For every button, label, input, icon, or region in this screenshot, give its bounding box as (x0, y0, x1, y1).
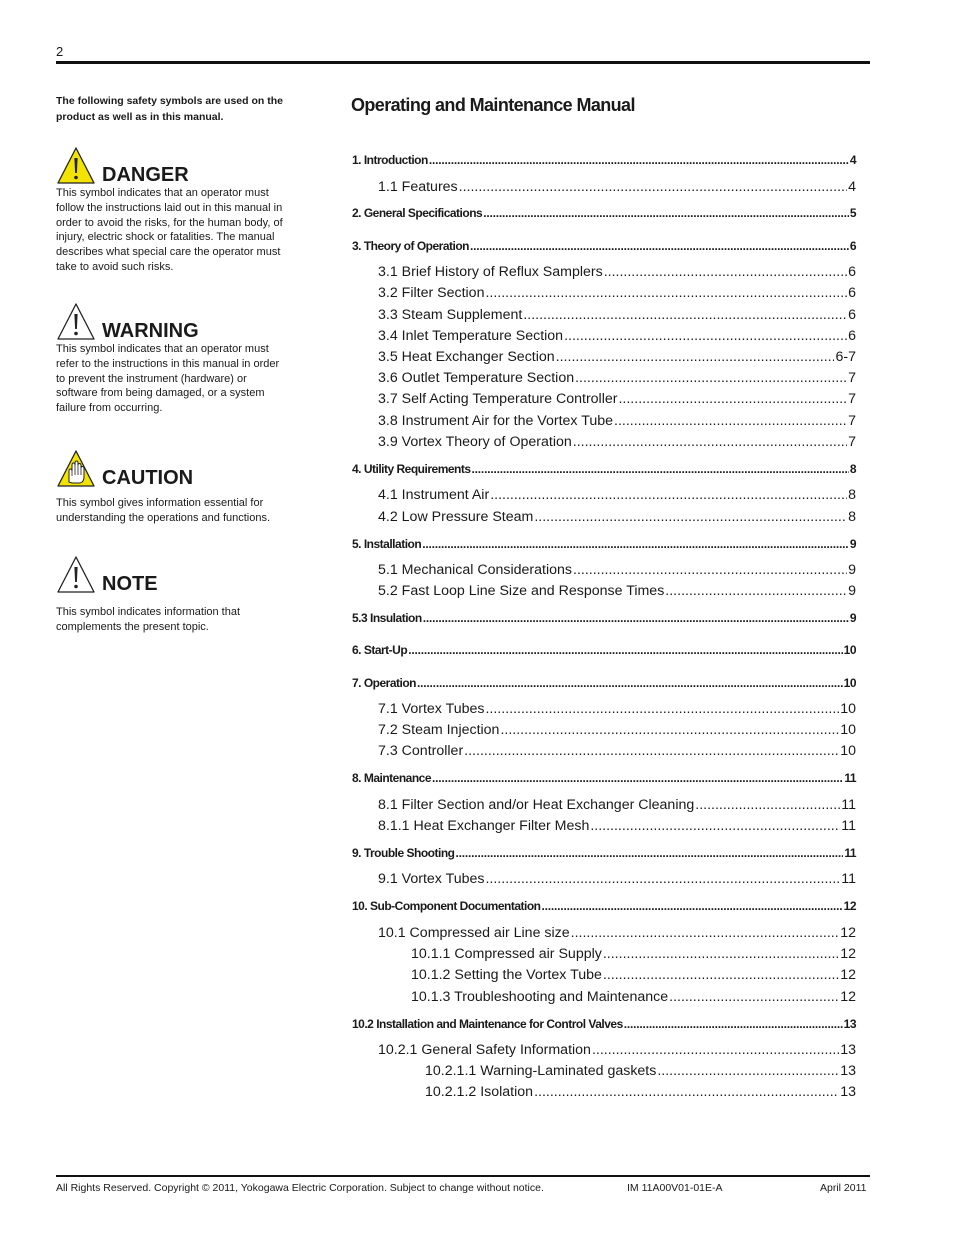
toc-page-number: 8 (849, 462, 856, 476)
safety-symbol-warning (56, 302, 286, 416)
safety-intro: The following safety symbols are used on the product as well as in this manual. (56, 95, 283, 123)
toc-section-entry[interactable] (352, 643, 856, 657)
toc-page-number: 10 (840, 701, 856, 717)
toc-entry-label: 1. Introduction (352, 153, 428, 167)
toc-subsection-entry[interactable] (411, 967, 856, 983)
top-rule (56, 61, 870, 64)
toc-page-number: 11 (841, 871, 856, 887)
toc-entry-label: 3.4 Inlet Temperature Section (378, 328, 564, 344)
toc-dot-leader (485, 285, 847, 301)
toc-section-entry[interactable] (352, 846, 856, 860)
toc-page-number: 11 (844, 846, 856, 860)
toc-entry-label: 4. Utility Requirements (352, 462, 471, 476)
toc-section-entry[interactable] (352, 153, 856, 167)
toc-dot-leader (575, 370, 847, 386)
toc-entry-label: 3.3 Steam Supplement (378, 307, 523, 323)
toc-dot-leader (573, 434, 847, 450)
toc-subsection-entry[interactable] (378, 285, 856, 301)
toc-entry-label: 10.1.3 Troubleshooting and Maintenance (411, 989, 669, 1005)
toc-dot-leader (573, 562, 847, 578)
safety-symbol-description: This symbol gives information essential for understanding the operations and functions. (56, 497, 271, 524)
page-number: 2 (56, 44, 64, 59)
toc-section-entry[interactable] (352, 1017, 856, 1031)
toc-page-number: 8 (848, 487, 856, 503)
toc-subsection-entry[interactable] (378, 413, 856, 429)
toc-entry-label: 3. Theory of Operation (352, 239, 470, 253)
toc-section-entry[interactable] (352, 899, 856, 913)
toc-dot-leader (470, 239, 849, 253)
toc-dot-leader (657, 1063, 839, 1079)
toc-page-number: 4 (848, 179, 856, 195)
toc-page-number: 6 (848, 307, 856, 323)
toc-subsection-entry[interactable] (378, 487, 856, 503)
toc-dot-leader (695, 797, 840, 813)
safety-symbol-header (56, 449, 286, 489)
toc-dot-leader (456, 846, 844, 860)
toc-entry-label: 6. Start-Up (352, 643, 408, 657)
toc-subsection-entry[interactable] (378, 179, 856, 195)
toc-page-number: 12 (840, 925, 856, 941)
toc-page-number: 7 (848, 370, 856, 386)
toc-page-number: 6 (848, 285, 856, 301)
toc-dot-leader (423, 611, 849, 625)
safety-symbol-caution (56, 449, 286, 526)
toc-subsection-entry[interactable] (378, 434, 856, 450)
toc-dot-leader (500, 722, 839, 738)
safety-symbol-danger (56, 146, 286, 275)
safety-symbol-description: This symbol indicates information that complements the present topic. (56, 606, 241, 633)
toc-entry-label: 5. Installation (352, 537, 422, 551)
toc-entry-label: 7.1 Vortex Tubes (378, 701, 485, 717)
toc-entry-label: 3.5 Heat Exchanger Section (378, 349, 555, 365)
toc-subsection-entry[interactable] (411, 989, 856, 1005)
safety-symbol-title: DANGER (102, 164, 189, 186)
toc-page-number: 10 (843, 643, 856, 657)
toc-dot-leader (590, 818, 840, 834)
toc-dot-leader (592, 1042, 839, 1058)
toc-page-number: 11 (841, 797, 856, 813)
toc-section-entry[interactable] (352, 206, 856, 220)
toc-page-number: 11 (841, 818, 856, 834)
toc-entry-label: 3.7 Self Acting Temperature Controller (378, 391, 618, 407)
safety-symbol-header (56, 555, 286, 595)
toc-dot-leader (459, 179, 847, 195)
toc-page-number: 13 (840, 1042, 856, 1058)
toc-section-entry[interactable] (352, 611, 856, 625)
toc-page-number: 7 (848, 391, 856, 407)
toc-subsection-entry[interactable] (378, 583, 856, 599)
warning-triangle-icon (56, 302, 96, 342)
toc-entry-label: 10.2.1 General Safety Information (378, 1042, 591, 1058)
toc-dot-leader (542, 899, 843, 913)
toc-page-number: 8 (848, 509, 856, 525)
toc-entry-label: 10.2.1.1 Warning-Laminated gaskets (425, 1063, 657, 1079)
toc-entry-label: 10.1.2 Setting the Vortex Tube (411, 967, 602, 983)
manual-title: Operating and Maintenance Manual (351, 95, 635, 115)
safety-symbol-title: WARNING (102, 320, 199, 342)
toc-page-number: 6-7 (835, 349, 856, 365)
toc-entry-label: 8.1.1 Heat Exchanger Filter Mesh (378, 818, 590, 834)
toc-subsection-entry[interactable] (378, 391, 856, 407)
toc-subsection-entry[interactable] (378, 1042, 856, 1058)
toc-entry-label: 3.9 Vortex Theory of Operation (378, 434, 572, 450)
safety-symbol-note (56, 555, 286, 635)
toc-entry-label: 10.1.1 Compressed air Supply (411, 946, 602, 962)
toc-entry-label: 7.2 Steam Injection (378, 722, 500, 738)
toc-page-number: 6 (849, 239, 856, 253)
toc-page-number: 12 (840, 967, 856, 983)
safety-symbol-header (56, 302, 286, 342)
toc-page-number: 9 (849, 537, 856, 551)
toc-page-number: 6 (848, 328, 856, 344)
toc-page-number: 7 (848, 413, 856, 429)
toc-entry-label: 10.2.1.2 Isolation (425, 1084, 534, 1100)
toc-dot-leader (429, 153, 849, 167)
toc-page-number: 12 (840, 989, 856, 1005)
toc-entry-label: 3.6 Outlet Temperature Section (378, 370, 575, 386)
toc-dot-leader (624, 1017, 843, 1031)
toc-dot-leader (485, 871, 840, 887)
toc-section-entry[interactable] (352, 239, 856, 253)
hand-triangle-icon (56, 449, 96, 489)
toc-dot-leader (534, 509, 847, 525)
toc-dot-leader (534, 1084, 839, 1100)
warning-triangle-icon (56, 555, 96, 595)
toc-entry-label: 4.1 Instrument Air (378, 487, 490, 503)
toc-page-number: 9 (848, 562, 856, 578)
warning-triangle-icon (56, 146, 96, 186)
toc-subsection-entry[interactable] (378, 925, 856, 941)
toc-subsection-entry[interactable] (378, 797, 856, 813)
toc-subsection-entry[interactable] (425, 1084, 856, 1100)
toc-page-number: 6 (848, 264, 856, 280)
toc-subsection-entry[interactable] (378, 370, 856, 386)
toc-page-number: 13 (840, 1063, 856, 1079)
toc-subsection-entry[interactable] (378, 722, 856, 738)
toc-subsection-entry[interactable] (411, 946, 856, 962)
toc-subsection-entry[interactable] (378, 743, 856, 759)
toc-dot-leader (669, 989, 839, 1005)
toc-entry-label: 8.1 Filter Section and/or Heat Exchanger Cleaning (378, 797, 695, 813)
toc-subsection-entry[interactable] (378, 349, 856, 365)
toc-entry-label: 8. Maintenance (352, 771, 432, 785)
toc-page-number: 5 (849, 206, 856, 220)
toc-dot-leader (614, 413, 847, 429)
toc-page-number: 12 (843, 899, 856, 913)
toc-dot-leader (422, 537, 849, 551)
toc-section-entry[interactable] (352, 537, 856, 551)
toc-entry-label: 4.2 Low Pressure Steam (378, 509, 534, 525)
toc-page-number: 13 (840, 1084, 856, 1100)
toc-subsection-entry[interactable] (378, 562, 856, 578)
toc-dot-leader (603, 946, 839, 962)
toc-dot-leader (472, 462, 849, 476)
toc-dot-leader (408, 643, 842, 657)
toc-entry-label: 10.2 Installation and Maintenance for Control Valves (352, 1017, 623, 1031)
safety-symbol-description: This symbol indicates that an operator must refer to the instructions in this manual in order to prevent the instrument (hardware) or software from being damaged, or a system failure from occurring. (56, 343, 280, 415)
toc-subsection-entry[interactable] (378, 307, 856, 323)
toc-entry-label: 9.1 Vortex Tubes (378, 871, 485, 887)
toc-entry-label: 3.8 Instrument Air for the Vortex Tube (378, 413, 614, 429)
toc-entry-label: 3.1 Brief History of Reflux Samplers (378, 264, 603, 280)
toc-page-number: 10 (843, 676, 856, 690)
footer-doc-id: IM 11A00V01-01E-A (627, 1182, 723, 1194)
toc-page-number: 10 (840, 722, 856, 738)
bottom-rule (56, 1175, 870, 1177)
toc-page-number: 13 (843, 1017, 856, 1031)
toc-dot-leader (483, 206, 849, 220)
toc-dot-leader (485, 701, 839, 717)
toc-subsection-entry[interactable] (378, 328, 856, 344)
toc-dot-leader (564, 328, 847, 344)
toc-entry-label: 10. Sub-Component Documentation (352, 899, 541, 913)
toc-entry-label: 5.3 Insulation (352, 611, 422, 625)
safety-symbol-title: CAUTION (102, 467, 194, 489)
toc-entry-label: 10.1 Compressed air Line size (378, 925, 570, 941)
toc-entry-label: 7.3 Controller (378, 743, 464, 759)
toc-page-number: 4 (849, 153, 856, 167)
toc-entry-label: 3.2 Filter Section (378, 285, 485, 301)
toc-section-entry[interactable] (352, 676, 856, 690)
safety-symbol-description: This symbol indicates that an operator must follow the instructions laid out in this manual in order to avoid the risks, for the human body, of injury, electric shock or fatalities. The manual describes what special care the operator must take to avoid such risks. (56, 187, 283, 273)
toc-dot-leader (603, 967, 839, 983)
toc-subsection-entry[interactable] (378, 871, 856, 887)
toc-page-number: 7 (848, 434, 856, 450)
toc-entry-label: 5.2 Fast Loop Line Size and Response Times (378, 583, 665, 599)
toc-page-number: 10 (840, 743, 856, 759)
toc-entry-label: 9. Trouble Shooting (352, 846, 455, 860)
toc-dot-leader (556, 349, 835, 365)
toc-dot-leader (464, 743, 839, 759)
toc-dot-leader (618, 391, 847, 407)
safety-symbol-header (56, 146, 286, 186)
toc-dot-leader (432, 771, 843, 785)
safety-symbol-title: NOTE (102, 573, 158, 595)
toc-dot-leader (417, 676, 843, 690)
toc-page-number: 12 (840, 946, 856, 962)
toc-subsection-entry[interactable] (378, 701, 856, 717)
toc-section-entry[interactable] (352, 771, 856, 785)
toc-page-number: 11 (844, 771, 856, 785)
toc-entry-label: 5.1 Mechanical Considerations (378, 562, 573, 578)
toc-entry-label: 1.1 Features (378, 179, 458, 195)
toc-dot-leader (571, 925, 840, 941)
footer-copyright: All Rights Reserved. Copyright © 2011, Yokogawa Electric Corporation. Subject to change without notice. (56, 1182, 544, 1194)
toc-entry-label: 2. General Specifications (352, 206, 483, 220)
toc-dot-leader (523, 307, 847, 323)
toc-subsection-entry[interactable] (425, 1063, 856, 1079)
toc-subsection-entry[interactable] (378, 509, 856, 525)
toc-page-number: 9 (849, 611, 856, 625)
toc-section-entry[interactable] (352, 462, 856, 476)
toc-dot-leader (490, 487, 847, 503)
toc-dot-leader (604, 264, 847, 280)
footer-date: April 2011 (820, 1182, 867, 1194)
toc-page-number: 9 (848, 583, 856, 599)
toc-subsection-entry[interactable] (378, 818, 856, 834)
toc-subsection-entry[interactable] (378, 264, 856, 280)
toc-dot-leader (665, 583, 847, 599)
toc-entry-label: 7. Operation (352, 676, 417, 690)
